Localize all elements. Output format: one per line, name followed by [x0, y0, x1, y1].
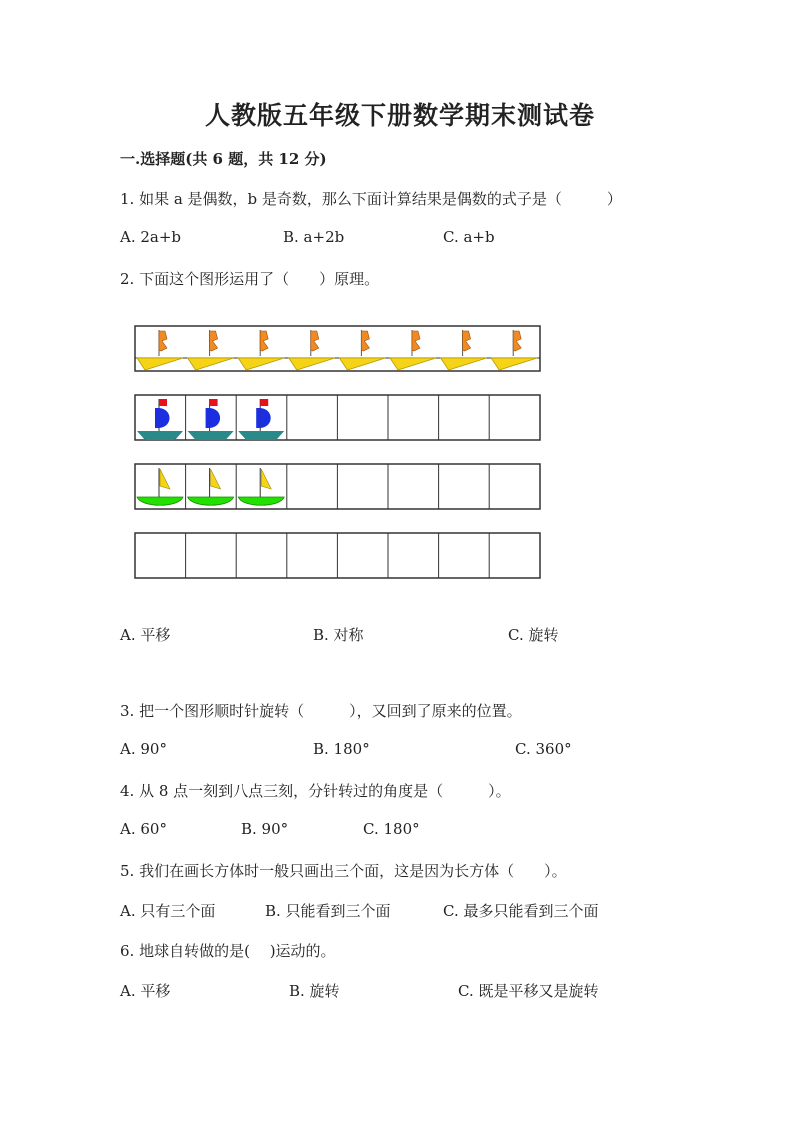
figure-row-4: [135, 533, 540, 578]
question-6: 6. 地球自转做的是( )运动的。: [120, 942, 336, 960]
orange-flag-boat-icon: [390, 330, 436, 370]
pattern-figure: [130, 322, 546, 582]
q1-option-c[interactable]: C. a+b: [443, 228, 495, 246]
blue-sail-boat-icon: [188, 399, 234, 440]
question-2: 2. 下面这个图形运用了（ ）原理。: [120, 270, 380, 288]
q6-option-c[interactable]: C. 既是平移又是旋转: [458, 982, 599, 1000]
q2-option-c[interactable]: C. 旋转: [508, 626, 559, 644]
page-title: 人教版五年级下册数学期末测试卷: [204, 101, 595, 130]
q2-option-a[interactable]: A. 平移: [120, 626, 171, 644]
orange-flag-boat-icon: [137, 330, 183, 370]
q2-option-b[interactable]: B. 对称: [313, 626, 364, 644]
orange-flag-boat-icon: [491, 330, 537, 370]
orange-flag-boat-icon: [441, 330, 487, 370]
q4-option-b[interactable]: B. 90°: [241, 820, 289, 838]
blue-sail-boat-icon: [238, 399, 284, 440]
question-4: 4. 从 8 点一刻到八点三刻，分针转过的角度是（ ）。: [120, 782, 511, 800]
q5-option-b[interactable]: B. 只能看到三个面: [265, 902, 391, 920]
orange-flag-boat-icon: [238, 330, 284, 370]
orange-flag-boat-icon: [289, 330, 335, 370]
q4-option-a[interactable]: A. 60°: [120, 820, 167, 838]
yellow-sail-boat-icon: [238, 468, 284, 505]
orange-flag-boat-icon: [188, 330, 234, 370]
q6-option-a[interactable]: A. 平移: [120, 982, 171, 1000]
blue-sail-boat-icon: [137, 399, 183, 440]
q3-option-c[interactable]: C. 360°: [515, 740, 572, 758]
orange-flag-boat-icon: [339, 330, 385, 370]
question-3: 3. 把一个图形顺时针旋转（ ），又回到了原来的位置。: [120, 702, 522, 720]
q3-option-b[interactable]: B. 180°: [313, 740, 370, 758]
q1-option-a[interactable]: A. 2a+b: [120, 228, 182, 246]
question-1: 1. 如果 a 是偶数，b 是奇数，那么下面计算结果是偶数的式子是（ ）: [120, 190, 622, 208]
yellow-sail-boat-icon: [188, 468, 234, 505]
q4-option-c[interactable]: C. 180°: [363, 820, 420, 838]
section-heading: 一.选择题(共 6 题，共 12 分): [120, 150, 327, 168]
q6-option-b[interactable]: B. 旋转: [289, 982, 340, 1000]
q3-option-a[interactable]: A. 90°: [120, 740, 167, 758]
q5-option-c[interactable]: C. 最多只能看到三个面: [443, 902, 599, 920]
q1-option-b[interactable]: B. a+2b: [283, 228, 345, 246]
question-5: 5. 我们在画长方体时一般只画出三个面，这是因为长方体（ ）。: [120, 862, 567, 880]
q5-option-a[interactable]: A. 只有三个面: [120, 902, 216, 920]
yellow-sail-boat-icon: [137, 468, 183, 505]
